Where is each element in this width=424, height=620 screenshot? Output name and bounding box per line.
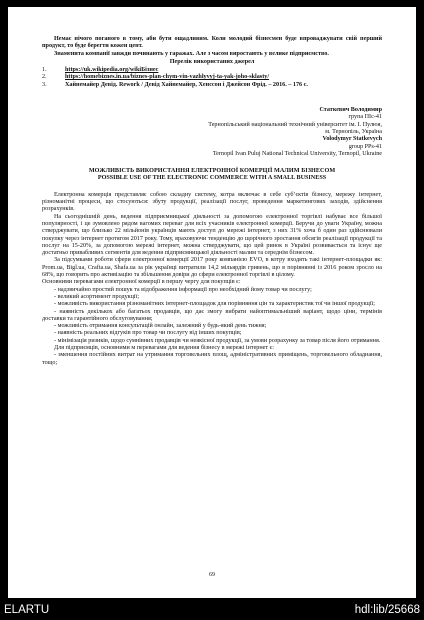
footer-bar bbox=[0, 601, 424, 620]
reference-link[interactable]: https://homebiznes.in.ua/biznes-plan-chym-vin-vazhlyvyj-ta-yak-joho-sklasty/ bbox=[65, 74, 270, 81]
reference-item bbox=[42, 67, 382, 74]
reference-number: 1. bbox=[42, 67, 47, 74]
top-paragraph-1: Немає нічого поганого в тому, аби бути ощадливим. Коли молодий бізнесмен буде впроваджувати свій перший продукт, то буде берегти кожен цент. bbox=[42, 36, 382, 50]
footer-right-label: hdl:lib/25668 bbox=[354, 604, 420, 616]
footer-left-label: ELARTU bbox=[4, 604, 50, 616]
top-paragraph-2: Знаменита компанії завжди починають у гаражах. Але з часом виростають у велике підприємство. bbox=[54, 50, 329, 57]
author-group-ua: група ПІс-41 bbox=[348, 114, 382, 121]
author-block bbox=[42, 107, 382, 158]
reference-number: 2. bbox=[42, 74, 47, 81]
list-item: - наявність реальних відгуків про товар чи послугу від інших покупців; bbox=[54, 330, 242, 337]
body-paragraph-4: Основними перевагами електронної комерції в першу чергу для покупців є: bbox=[42, 279, 241, 286]
article-title-ua: МОЖЛИВІСТЬ ВИКОРИСТАННЯ ЕЛЕКТРОННОЇ КОМЕРЦІЇ МАЛИМ БІЗНЕСОМ bbox=[88, 168, 336, 175]
author-group-en: group PPs-41 bbox=[348, 143, 382, 150]
article-title-en: POSSIBLE USE OF THE ELECTRONIC COMMERCE WITH A SMALL BUSINESS bbox=[97, 175, 327, 182]
document-page bbox=[8, 7, 416, 598]
body-paragraph-1: Електронна комерція представляє собою складну систему, котра включає в себе суб’єктів бізнесу, мережу інтернет, різноманітні процеси, що стосуються: збуту продукції, реалізації послуг, проведення маркетингових заходів, здійснення розрахунків. bbox=[42, 191, 382, 213]
reference-item bbox=[42, 82, 382, 89]
body-paragraph-5: Для підприємців, основними м перевагами для ведення бізнесу в мережі інтернет є: bbox=[54, 344, 274, 351]
references-heading: Перелік використаних джерел bbox=[169, 58, 255, 65]
page-number: 69 bbox=[209, 572, 215, 578]
list-item: - наявність декількох або багатьох продавців, що дає змогу вибрати найоптимальніший варіант, щодо ціни, термінів доставки та гарантійного обслуговування; bbox=[42, 308, 382, 322]
list-item: - можливість використання різноманітних інтернет-площадок для порівняння цін та характеристик тої чи іншої продукції; bbox=[54, 301, 375, 308]
author-university-en: Ternopil Ivan Puluj National Technical University, Ternopil, Ukraine bbox=[212, 150, 382, 157]
list-item: - зменшення постійних витрат на утримання торговельних площ, адміністративних приміщень, торговельного обладнання, тощо; bbox=[42, 352, 382, 366]
list-item: - великий асортимент продукції; bbox=[54, 293, 140, 300]
reference-text: Хайнемайер Девід. Rework / Девід Хайнемайер, Хенссон і Джейсон Фрід. – 2016. – 176 с. bbox=[65, 81, 308, 88]
body-paragraph-3: За підсумками роботи сфери електронної комерції 2017 року компанією EVO, в котру входять такі інтернет-площадки як: Prom.ua, Bigl.ua, Crafta.ua, Shafa.ua за рік українці витратили 14,2 мільярдів гривень, що в порівнянні із 2016 роком зросло на 68%, що говорить про активізацію та збільшення довіри до сфери електронної торгівлі в цілому. bbox=[42, 257, 382, 279]
body-paragraph-2: На сьогоднішній день, ведення підприємницької діяльності за допомогою електронної торгівлі набуває все більшої популярності, і це зумовлено рядом вагомих переваг для всіх учасників електронної комерції. Беручи до уваги Україну, можна стверджувати, що близько 22 мільйонів українців мають доступ до мережі інтернет, з них 31% хоча б один раз здійснювали покупку через інтернет протягом 2017 року. Тому, враховуючи тенденцію до щорічного зростання обсягів реалізації продукції та послуг на 15-20%, за допомогою мережі інтернет, можна стверджувати, що цей ринок в Україні розвивається та існує ще достатньо привабливих сегментів для ведення підприємницької діяльності малим та середнім бізнесом. bbox=[42, 213, 382, 257]
list-item: - надзвичайно простий пошук та відображення інформації про необхідний йому товар чи послугу; bbox=[54, 286, 312, 293]
author-name-ua: Статкевич Володимир bbox=[319, 107, 382, 114]
list-item: - можливість отримання консультацій онлайн, залежний у будь-який день тижня; bbox=[54, 323, 267, 330]
author-city-ua: м. Тернопіль, Україна bbox=[325, 128, 382, 135]
reference-number: 3. bbox=[42, 81, 47, 88]
author-name-en: Volodymyr Statkevych bbox=[322, 136, 382, 143]
author-university-ua: Тернопільський національний технічний університет ім. І. Пулюя, bbox=[208, 121, 382, 128]
reference-link[interactable]: https://uk.wikipedia.org/wikiБізнес bbox=[65, 67, 159, 74]
reference-item bbox=[42, 74, 382, 81]
list-item: - мінімізація ризиків, щодо сумнівних продавців чи неякісної продукції, за умови розрахунку за товар після його отримання. bbox=[54, 337, 381, 344]
references-list bbox=[42, 67, 382, 89]
